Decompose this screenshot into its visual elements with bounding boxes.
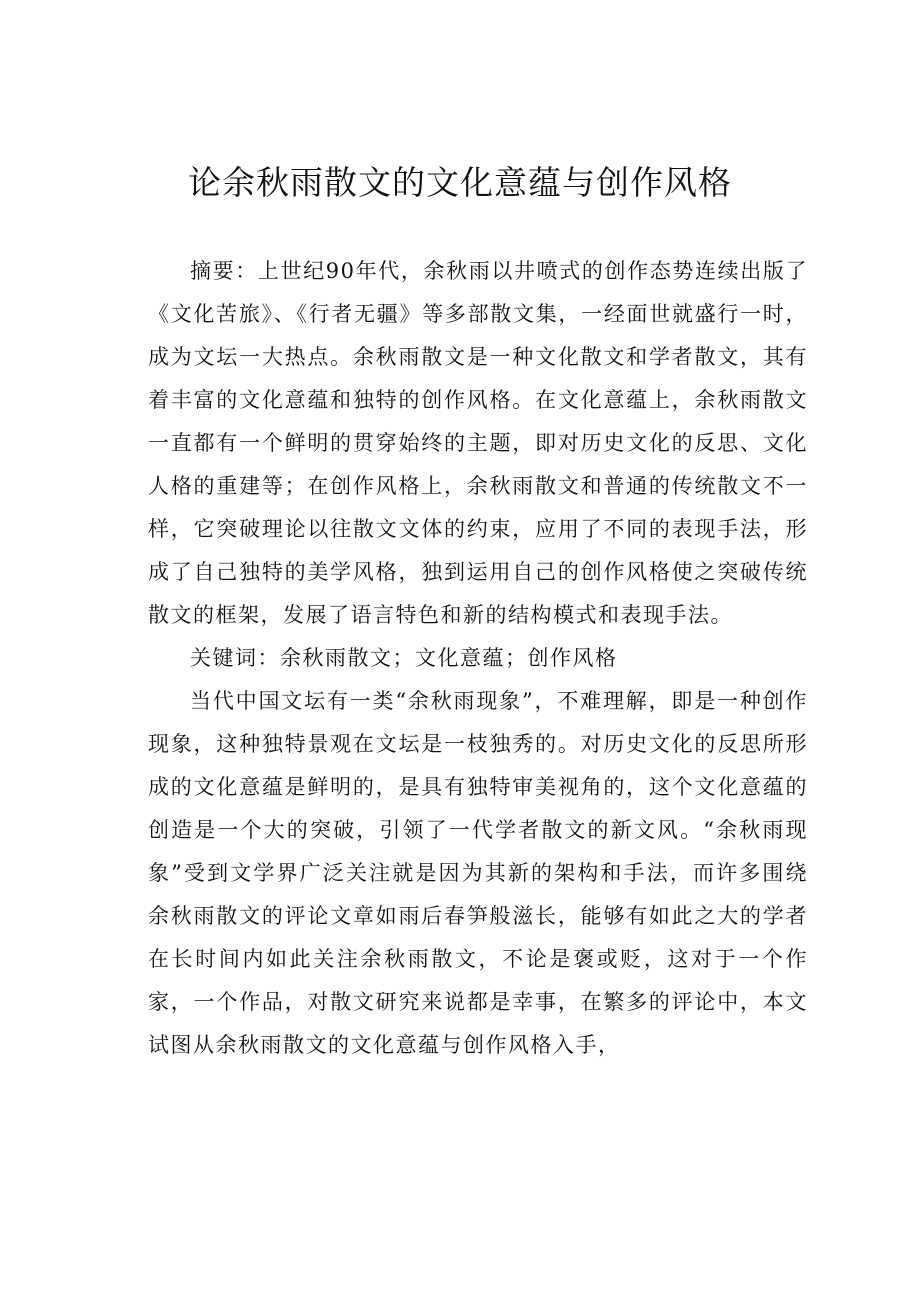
abstract-paragraph: 摘要：上世纪90年代，余秋雨以井喷式的创作态势连续出版了《文化苦旅》、《行者无疆》等多部散文集，一经面世就盛行一时，成为文坛一大热点。余秋雨散文是一种文化散文和学者散文，其有着丰富的文化意蕴和独特的创作风格。在文化意蕴上，余秋雨散文一直都有一个鲜明的贯穿始终的主题，即对历史文化的反思、文化人格的重建等；在创作风格上，余秋雨散文和普通的传统散文不一样，它突破理论以往散文文体的约束，应用了不同的表现手法，形成了自己独特的美学风格，独到运用自己的创作风格使之突破传统散文的框架，发展了语言特色和新的结构模式和表现手法。 — [148, 259, 808, 627]
document-title: 论余秋雨散文的文化意蕴与创作风格 — [188, 163, 732, 202]
document-body — [148, 250, 808, 1067]
keywords-paragraph: 关键词：余秋雨散文；文化意蕴；创作风格 — [190, 646, 618, 670]
body-paragraph: 当代中国文坛有一类“余秋雨现象”，不难理解，即是一种创作现象，这种独特景观在文坛是一枝独秀的。对历史文化的反思所形成的文化意蕴是鲜明的，是具有独特审美视角的，这个文化意蕴的创造是一个大的突破，引领了一代学者散文的新文风。“余秋雨现象”受到文学界广泛关注就是因为其新的架构和手法，而许多围绕余秋雨散文的评论文章如雨后春笋般滋长，能够有如此之大的学者在长时间内如此关注余秋雨散文，不论是褒或贬，这对于一个作家，一个作品，对散文研究来说都是幸事，在繁多的评论中，本文试图从余秋雨散文的文化意蕴与创作风格入手， — [148, 689, 808, 1057]
